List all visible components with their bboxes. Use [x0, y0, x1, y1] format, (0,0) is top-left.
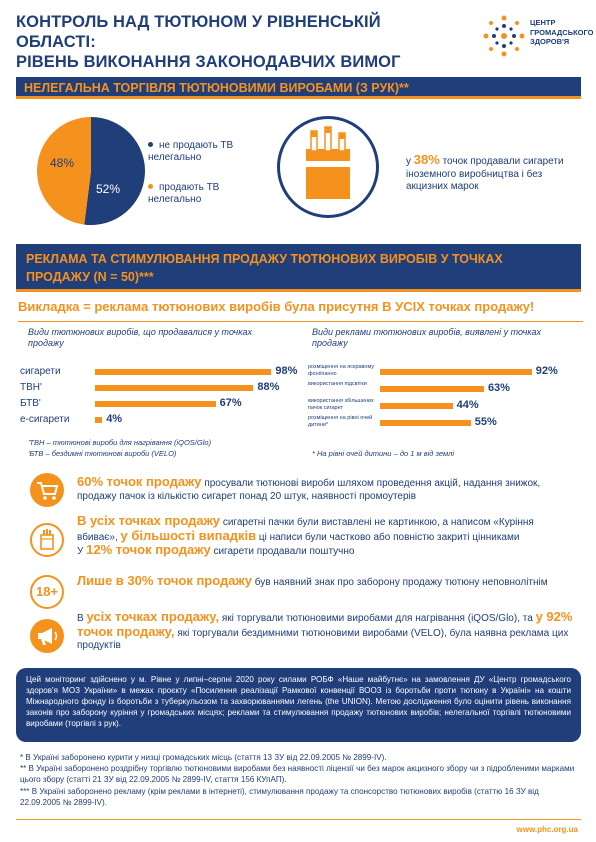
right-chart-bar — [380, 369, 532, 375]
fact2-prefix3: У — [77, 546, 84, 557]
left-bar-chart — [20, 364, 298, 434]
logo-text-line3: ЗДОРОВ'Я — [530, 37, 570, 46]
left-chart-footnotes — [28, 437, 278, 459]
pie-slice-2 — [37, 117, 91, 225]
fact1-text: просували тютюнові вироби шляхом проведення акцій, надання знижок, продажу пачок із кількістю сигарет понад 20 штук, наявності промоутерів — [77, 478, 541, 502]
left-chart-value: 4% — [106, 413, 123, 425]
left-chart-bar — [95, 369, 271, 375]
left-chart-label: сигарети — [20, 366, 61, 377]
note-3: *** В Україні заборонено рекламу (крім реклами в інтернеті), стимулювання продажу та спонсорство тютюнових виробів (статтю 16 ЗУ від 22.09.2005 № 2899-IV). — [20, 786, 539, 807]
shopping-cart-icon — [30, 473, 64, 507]
fact4-text1: які торгували тютюновими виробами для нагрівання (iQOS/Glo), та — [221, 613, 533, 624]
pie-slice-1 — [84, 117, 145, 225]
pie-label-navy: 52% — [96, 182, 121, 196]
fact4 — [77, 611, 577, 653]
fact2-highlight3: 12% точок продажу — [86, 542, 211, 557]
fact2 — [77, 515, 577, 559]
left-chart-label: е-сигарети — [20, 414, 70, 425]
legend-bullet-navy — [148, 142, 153, 147]
fact1-highlight: 60% точок продажу — [77, 474, 202, 489]
left-chart-row — [20, 364, 298, 380]
legend-bullet-orange — [148, 184, 153, 189]
megaphone-icon — [30, 619, 64, 653]
right-chart-label: використання підсвітки — [308, 381, 367, 387]
page-title-line2: РІВЕНЬ ВИКОНАННЯ ЗАКОНОДАВЧИХ ВИМОГ — [16, 53, 401, 71]
left-chart-foot1: 'ТВН – тютюнові вироби для нагрівання (iQOS/Glo) — [28, 438, 212, 447]
right-chart-bar — [380, 403, 453, 409]
right-chart-label: використання збільшених пачок сигарет — [308, 398, 374, 411]
right-chart-label: розміщення на яскравому фоні/панно — [308, 364, 375, 377]
fact4-highlight1: усіх точках продажу, — [86, 609, 220, 624]
logo-text — [530, 18, 592, 47]
fact4-prefix: В — [77, 613, 84, 624]
left-chart-bar — [95, 385, 253, 391]
right-chart-value: 55% — [474, 416, 497, 428]
right-bar-chart — [308, 364, 583, 434]
cigarette-pack-icon — [277, 116, 379, 218]
page-title — [16, 12, 446, 72]
fact3 — [77, 575, 577, 590]
left-chart-foot2: 'БТВ – бездимні тютюнові вироби (VELO) — [28, 449, 177, 458]
right-chart-value: 63% — [487, 382, 510, 394]
display-headline: Викладка = реклама тютюнових виробів була присутня В УСІХ точках продажу! — [18, 299, 583, 322]
section-heading-line1: РЕКЛАМА ТА СТИМУЛЮВАННЯ ПРОДАЖУ ТЮТЮНОВИХ ВИРОБІВ У ТОЧКАХ — [26, 252, 503, 266]
left-chart-value: 67% — [219, 397, 242, 409]
right-chart-bar — [380, 420, 471, 426]
fact3-highlight: Лише в 30% точок продажу — [77, 573, 252, 588]
left-chart-row — [20, 396, 290, 412]
fact2-highlight2: у більшості випадків — [120, 527, 257, 543]
logo-text-line2: ГРОМАДСЬКОГО — [530, 27, 594, 37]
fact4-text2: які торгували бездимними тютюновими виробами (VELO), була наявна реклама цих продуктів — [77, 627, 569, 651]
fact2-text3: сигарети продавали поштучно — [213, 546, 355, 557]
fact2-text2: ці написи були частково або повністю закриті цінниками — [258, 531, 520, 543]
legend-item-navy — [148, 140, 258, 164]
left-chart-bar — [95, 401, 216, 407]
legend-item-orange — [148, 182, 258, 206]
left-chart-subtitle: Види тютюнових виробів, що продавалися у точках продажу — [28, 327, 252, 348]
fact2-highlight1: В усіх точках продажу — [77, 513, 221, 528]
illegal-trade-fact — [406, 154, 576, 194]
age-18-plus-icon: 18+ — [30, 575, 64, 609]
note-1: * В Україні заборонено курити у низці громадських місць (стаття 13 ЗУ від 22.09.2005 № 2899-IV). — [20, 753, 387, 762]
section-heading-line2: ПРОДАЖУ (N = 50)*** — [26, 270, 154, 284]
fact1 — [77, 476, 577, 503]
info-box: Цей моніторинг здійснено у м. Рівне у липні–серпні 2020 року силами РОБФ «Наше майбутнє» на замовлення ДУ «Центр громадського здоров'я МОЗ України» в межах проєкту «Посилення реалізації Рамкової конвенції ВООЗ із боротьби проти тютюну в Україні» на кошти Міжнародного фонду із боротьби з туберкульозом та захворюваннями легень (the UNION). Метою дослідження було оцінити рівень виконання законів про заборону куріння у громадських місцях; реклами та стимулювання продажу тютюнових виробів; нелегальної торгівлі тютюновими виробами (торгівлі з рук). — [16, 668, 581, 742]
left-chart-label: БТВ' — [20, 398, 41, 409]
page-title-line1: КОНТРОЛЬ НАД ТЮТЮНОМ У РІВНЕНСЬКІЙ ОБЛАСТІ: — [16, 13, 381, 51]
pie-label-orange: 48% — [50, 156, 75, 170]
right-chart-row — [308, 364, 583, 381]
fact3-text: був наявний знак про заборону продажу тютюну неповнолітнім — [254, 577, 548, 588]
right-chart-value: 44% — [456, 399, 479, 411]
right-chart-row — [308, 381, 583, 398]
phc-logo-icon — [482, 14, 526, 58]
pie-chart — [36, 116, 146, 226]
footer-divider — [16, 819, 581, 820]
section-heading-advertising — [16, 244, 581, 292]
left-chart-row — [20, 380, 290, 396]
footer-url: www.phc.org.ua — [516, 825, 578, 834]
fact4-highlight2: у 92% точок продажу, — [77, 609, 573, 639]
fact-text: точок продавали сигарети іноземного виробництва і без акцизних марок — [406, 156, 564, 192]
cigarette-pack-outline-icon — [30, 523, 64, 557]
right-chart-label: розміщення на рівні очей дитини* — [308, 415, 373, 428]
right-chart-subtitle: Види реклами тютюнових виробів, виявлені у точках продажу — [312, 327, 542, 348]
left-chart-value: 98% — [275, 365, 298, 377]
right-chart-value: 92% — [535, 365, 558, 377]
note-2: ** В Україні заборонено роздрібну торгівлю тютюновими виробами без наявності ліцензії чи без марок акцизного збору чи з підробленими марками цього збору (статті 21 ЗУ від 22.09.2005 № 2899-IV, стаття 156 КУпАП). — [20, 764, 575, 785]
right-chart-footnote: * На рівні очей дитини – до 1 м від землі — [312, 449, 455, 458]
right-chart-row — [308, 415, 583, 432]
left-chart-row — [20, 412, 290, 428]
fact-prefix: у — [406, 156, 411, 167]
section-heading-illegal-trade: НЕЛЕГАЛЬНА ТОРГІВЛЯ ТЮТЮНОВИМИ ВИРОБАМИ (З РУК)** — [16, 77, 581, 99]
legal-notes — [20, 752, 580, 808]
right-chart-row — [308, 398, 583, 415]
legend-label-navy: не продають ТВ нелегально — [148, 140, 234, 163]
left-chart-bar — [95, 417, 102, 423]
logo-text-line1: ЦЕНТР — [530, 18, 556, 27]
fact-value: 38% — [413, 152, 440, 167]
left-chart-label: ТВН' — [20, 382, 42, 393]
left-chart-value: 88% — [257, 381, 280, 393]
fact2-text1: сигаретні пачки були виставлені не картинкою, а написом «Куріння вбиває», — [77, 517, 534, 543]
legend-label-orange: продають ТВ нелегально — [148, 182, 220, 205]
right-chart-bar — [380, 386, 484, 392]
